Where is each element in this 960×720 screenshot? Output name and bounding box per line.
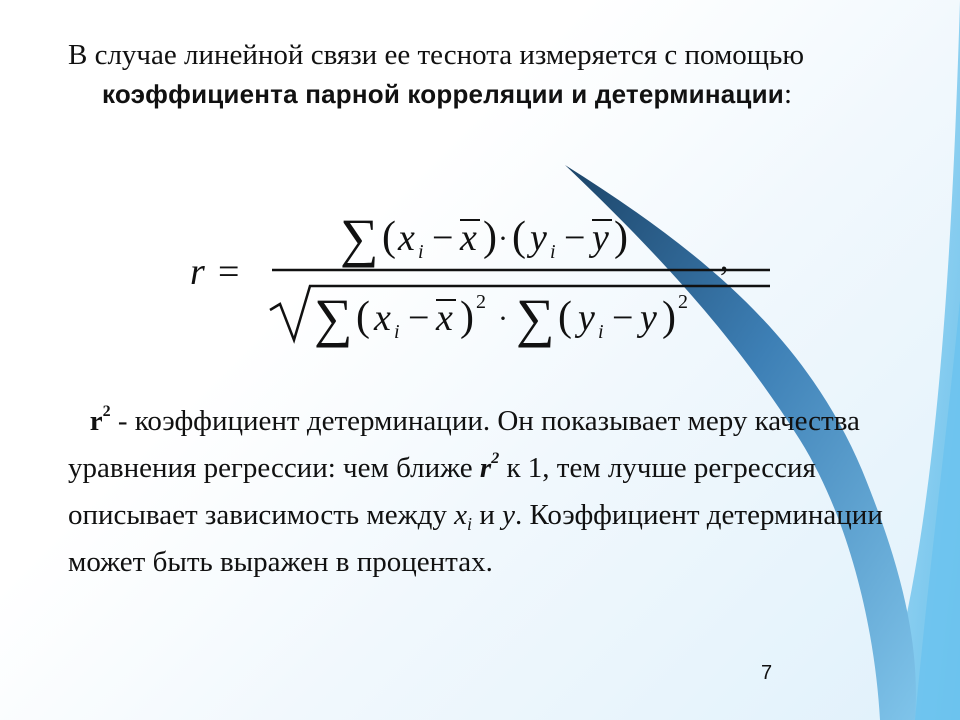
variable-x: $x_i$ [454,499,473,534]
svg-text:∑: ∑ [516,288,555,348]
svg-text:): ) [483,214,497,260]
svg-text:i: i [598,321,604,343]
svg-text:x: x [374,297,391,339]
svg-text:2: 2 [476,291,486,313]
svg-text:): ) [614,214,628,260]
svg-text:(: ( [356,294,370,340]
svg-text:y: y [578,297,595,339]
svg-text:(: ( [512,214,526,260]
svg-text:=: = [218,251,240,293]
determination-description [68,398,938,586]
svg-text:2: 2 [678,291,688,313]
svg-text:): ) [460,294,474,340]
intro-lead: В случае линейной связи ее теснота измеряется с помощью [68,39,805,71]
svg-text:−: − [612,297,634,339]
r2-label: $r^2$ [89,403,111,437]
description-part-2: к 1, тем лучше регрессия описывает зависимость между [68,452,816,531]
svg-text:−: − [408,297,430,339]
description-part-3: и [472,499,503,531]
svg-text:·: · [498,302,508,335]
svg-text:−: − [432,217,454,259]
svg-text:(: ( [558,294,572,340]
description-part-4: . Коэффициент детерминации может быть выражен в процентах. [68,499,883,578]
svg-text:∑: ∑ [340,208,379,268]
svg-text:i: i [418,241,424,263]
svg-text:i: i [550,241,556,263]
svg-text:·: · [498,222,508,255]
svg-text:x: x [460,217,477,259]
svg-text:∑: ∑ [314,288,353,348]
svg-text:y: y [530,217,547,259]
svg-text:y: y [592,217,609,259]
description-part-1: - коэффициент детерминации. Он показывает меру качества уравнения регрессии: чем ближе [68,405,860,484]
r2-inline: $r^2$ [479,450,500,484]
correlation-formula [180,190,790,350]
svg-text:(: ( [382,214,396,260]
svg-text:x: x [398,217,415,259]
svg-text:x: x [436,297,453,339]
intro-paragraph [68,36,932,114]
svg-text:−: − [564,217,586,259]
formula-trailing-comma: , [720,241,729,278]
page-number: 7 [761,662,773,684]
variable-y: y [502,499,515,531]
svg-text:): ) [662,294,676,340]
svg-text:y: y [640,297,657,339]
formula-lhs: r [190,251,205,293]
intro-tail: : [783,78,793,110]
intro-bold-term: коэффициента парной корреляции и детерминации [102,79,784,109]
svg-text:i: i [394,321,400,343]
